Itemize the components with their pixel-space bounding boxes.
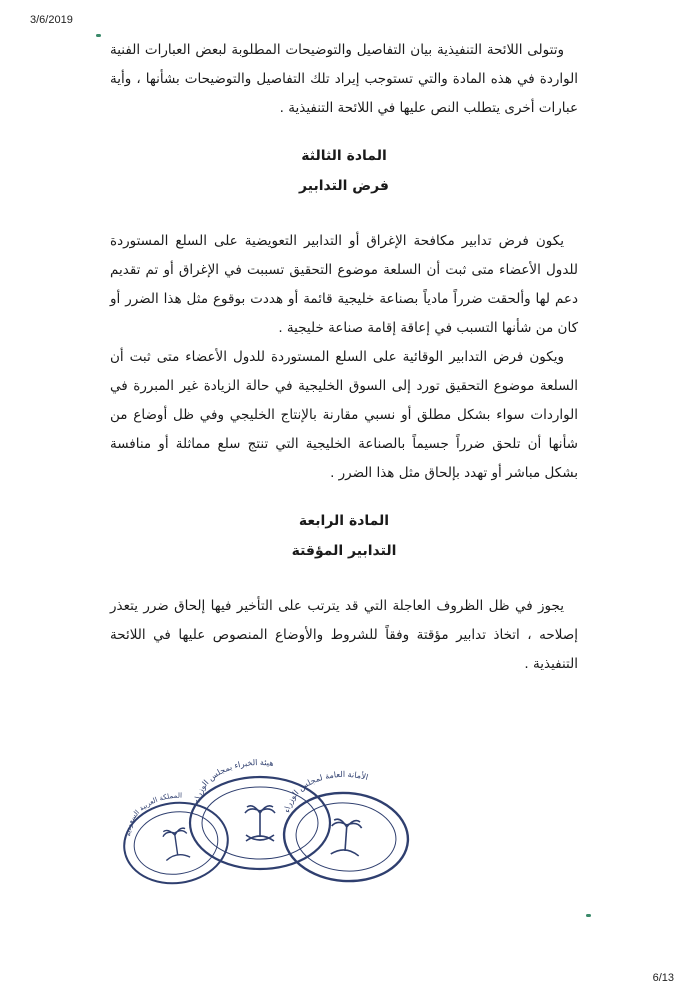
svg-text:المملكة العربية السعودية: [119, 791, 187, 838]
article-3-paragraph-1: يكون فرض تدابير مكافحة الإغراق أو التدابير التعويضية على السلع المستوردة للدول الأعضاء متى ثبت أن السلعة موضوع التحقيق تسببت في الإغراق أو تم تقديم دعم لها وألحقت ضرراً مادياً بصناعة خليجية قائمة أو هددت بوقوع مثل هذا الضرر أو كان من شأنها التسبب في إعاقة إقامة صناعة خليجية .: [110, 233, 578, 336]
stamp-middle-text: هيئة الخبراء بمجلس الوزراء: [192, 757, 275, 804]
palm-swords-emblem-icon: [162, 828, 190, 861]
article-4-title: التدابير المؤقتة: [291, 543, 397, 559]
document-body: [110, 36, 578, 679]
official-stamps: [110, 755, 410, 895]
scan-mark-bottom: [586, 914, 591, 917]
print-date: 3/6/2019: [30, 14, 73, 26]
stamp-right-text: الأمانة العامة لمجلس الوزراء: [282, 769, 370, 814]
stamp-middle: [190, 758, 330, 869]
stamp-left: [117, 785, 233, 890]
palm-swords-emblem-icon: [245, 806, 275, 841]
page-number: 6/13: [652, 972, 674, 984]
article-4-heading: المادة الرابعة: [298, 513, 390, 529]
intro-paragraph: وتتولى اللائحة التنفيذية بيان التفاصيل والتوضيحات المطلوبة لبعض العبارات الفنية الواردة في هذه المادة والتي تستوجب إيراد تلك التفاصيل والتوضيحات بشأنها ، وأية عبارات أخرى يتطلب النص عليها في اللائحة التنفيذية .: [110, 42, 578, 116]
article-4-paragraph-1: يجوز في ظل الظروف العاجلة التي قد يترتب على التأخير فيها إلحاق ضرر يتعذر إصلاحه ، اتخاذ تدابير مؤقتة وفقاً للشروط والأوضاع المنصوص عليها في اللائحة التنفيذية .: [110, 598, 578, 672]
article-3-paragraph-2: ويكون فرض التدابير الوقائية على السلع المستوردة للدول الأعضاء متى ثبت أن السلعة موضوع التحقيق تورد إلى السوق الخليجية في حالة الزيادة غير المبررة في الواردات سواء بشكل مطلق أو نسبي مقارنة بالإنتاج الخليجي وفي ظل أوضاع من شأنها أن تلحق ضرراً جسيماً بالصناعة الخليجية التي تنتج سلع مماثلة أو منافسة بشكل مباشر أو تهدد بإلحاق مثل هذا الضرر .: [110, 349, 578, 481]
scan-mark-top: [96, 34, 101, 37]
palm-swords-emblem-icon: [330, 819, 362, 856]
stamp-left-text: المملكة العربية السعودية: [124, 791, 183, 837]
article-3-title: فرض التدابير: [299, 178, 389, 194]
stamps-graphic: [110, 755, 410, 895]
article-3-heading: المادة الثالثة: [301, 148, 387, 164]
